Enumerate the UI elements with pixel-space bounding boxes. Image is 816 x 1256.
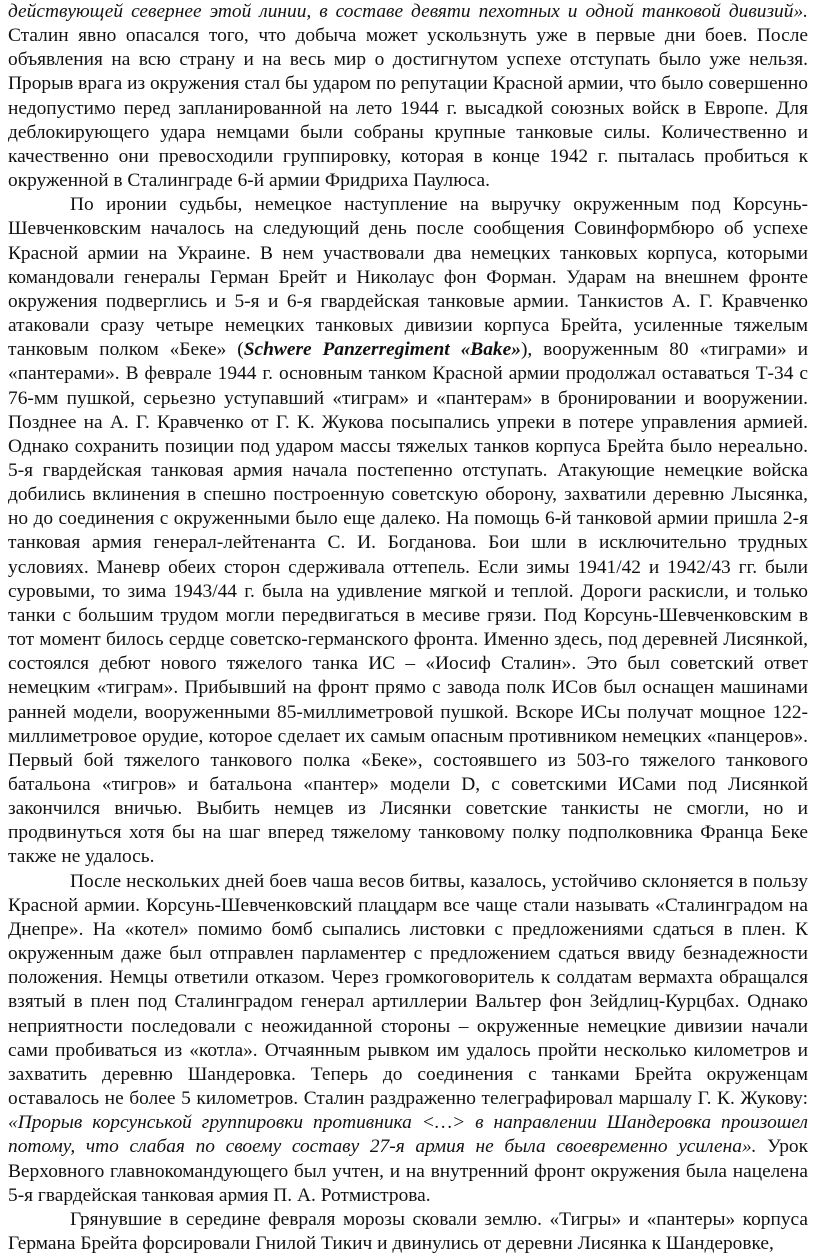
paragraph-4: [8, 1208, 808, 1256]
text-span: Грянувшие в середине февраля морозы сковали землю. «Тигры» и «пантеры» корпуса Германа Брейта форсировали Гнилой Тикич и двинулись от деревни Лисянка к Шандеровке,: [8, 1208, 808, 1254]
text-span: По иронии судьбы, немецкое наступление на выручку окруженным под Корсунь-Шевченковским началось на следующий день после сообщения Совинформбюро об успехе Красной армии на Украине. В нем участвовали два немецких танковых корпуса, которыми командовали генералы Герман Брейт и Николаус фон Форман. Ударам на внешнем фронте окружения подверглись и 5-я и 6-я гвардейская танковые армии. Танкистов А. Г. Кравченко атаковали сразу четыре немецких танковых дивизии корпуса Брейта, усиленные тяжелым танковым полком «Беке» (: [8, 194, 808, 361]
text-span: Урок Верховного главнокомандующего был учтен, и на внутренний фронт окружения была нацелена 5-я гвардейская танковая армия П. А. Ротмистрова.: [8, 1136, 809, 1206]
text-span: Сталин явно опасался того, что добыча может ускользнуть уже в первые дни боев. После объявления на всю страну и на весь мир о достигнутом успехе отступать было уже нельзя. Прорыв врага из окружения стал бы ударом по репутации Красной армии, что было совершенно недопустимо перед запланированной на лето 1944 г. высадкой союзных войск в Европе. Для деблокирующего удара немцами были собраны крупные танковые силы. Количественно и качественно они превосходили группировку, которая в конце 1942 г. пыталась пробиться к окруженной в Сталинграде 6-й армии Фридриха Паулюса.: [8, 25, 808, 192]
quote-italic: действующей севернее этой линии, в составе девяти пехотных и одной танковой дивизий».: [8, 1, 808, 22]
paragraph-2: [8, 193, 808, 869]
telegram-quote: «Прорыв корсунськой группировки противника <…> в направлении Шандеровка произошел потому, что слабая по своему составу 27-я армия не была своевременно усилена».: [8, 1112, 808, 1158]
paragraph-1: [8, 0, 808, 193]
text-span: ), вооруженным 80 «тиграми» и «пантерами». В феврале 1944 г. основным танком Красной армии продолжал оставаться Т-34 с 76-мм пушкой, серьезно уступавший «тиграм» и «пантерам» в бронировании и вооружении. Позднее на А. Г. Кравченко от Г. К. Жукова посыпались упреки в потере управления армией. Однако сохранить позиции под ударом массы тяжелых танков корпуса Брейта было нереально. 5-я гвардейская танковая армия начала постепенно отступать. Атакующие немецкие войска добились вклинения в спешно построенную советскую оборону, захватили деревню Лысянка, но до соединения с окруженными было еще далеко. На помощь 6-й танковой армии пришла 2-я танковая армия генерал-лейтенанта С. И. Богданова. Бои шли в исключительно трудных условиях. Маневр обеих сторон сдерживала оттепель. Если зимы 1941/42 и 1942/43 гг. были суровыми, то зима 1943/44 г. была на удивление мягкой и теплой. Дороги раскисли, и только танки с большим трудом могли передвигаться в месиве грязи. Под Корсунь-Шевченковским в тот момент билось сердце советско-германского фронта. Именно здесь, под деревней Лисянкой, состоялся дебют нового тяжелого танка ИС – «Иосиф Сталин». Это был советский ответ немецким «тиграм». Прибывший на фронт прямо с завода полк ИСов был оснащен машинами ранней модели, вооруженными 85-миллиметровой пушкой. Вскоре ИСы получат мощное 122-миллиметровое орудие, которое сделает их самым опасным противником немецких «панцеров». Первый бой тяжелого танкового полка «Беке», состоявшего из 503-го тяжелого танкового батальона «тигров» и батальона «пантер» модели D, с советскими ИСами под Лисянкой закончился вничью. Выбить немцев из Лисянки советские танкисты не смогли, но и продвинуться хотя бы на шаг вперед тяжелому танковому полку подполковника Франца Беке также не удалось.: [8, 339, 808, 868]
paragraph-3: [8, 870, 808, 1208]
foreign-term: Schwere Panzerregiment «Bake»: [243, 339, 521, 361]
text-span: После нескольких дней боев чаша весов битвы, казалось, устойчиво склоняется в пользу Красной армии. Корсунь-Шевченковский плацдарм все чаще стали называть «Сталинградом на Днепре». На «котел» помимо бомб сыпались листовки с предложениями сдаться в плен. К окруженным даже был отправлен парламентер с предложением сдаться ввиду безнадежности положения. Немцы ответили отказом. Через громкоговоритель к солдатам вермахта обращался взятый в плен под Сталинградом генерал артиллерии Вальтер фон Зейдлиц-Курцбах. Однако неприятности последовали с неожиданной стороны – окруженные немецкие дивизии начали сами пробиваться из «котла». Отчаянным рывком им удалось пройти несколько километров и захватить деревню Шандеровка. Теперь до соединения с танками Брейта окруженцам оставалось не более 5 километров. Сталин раздраженно телеграфировал маршалу Г. К. Жукову:: [8, 870, 808, 1110]
